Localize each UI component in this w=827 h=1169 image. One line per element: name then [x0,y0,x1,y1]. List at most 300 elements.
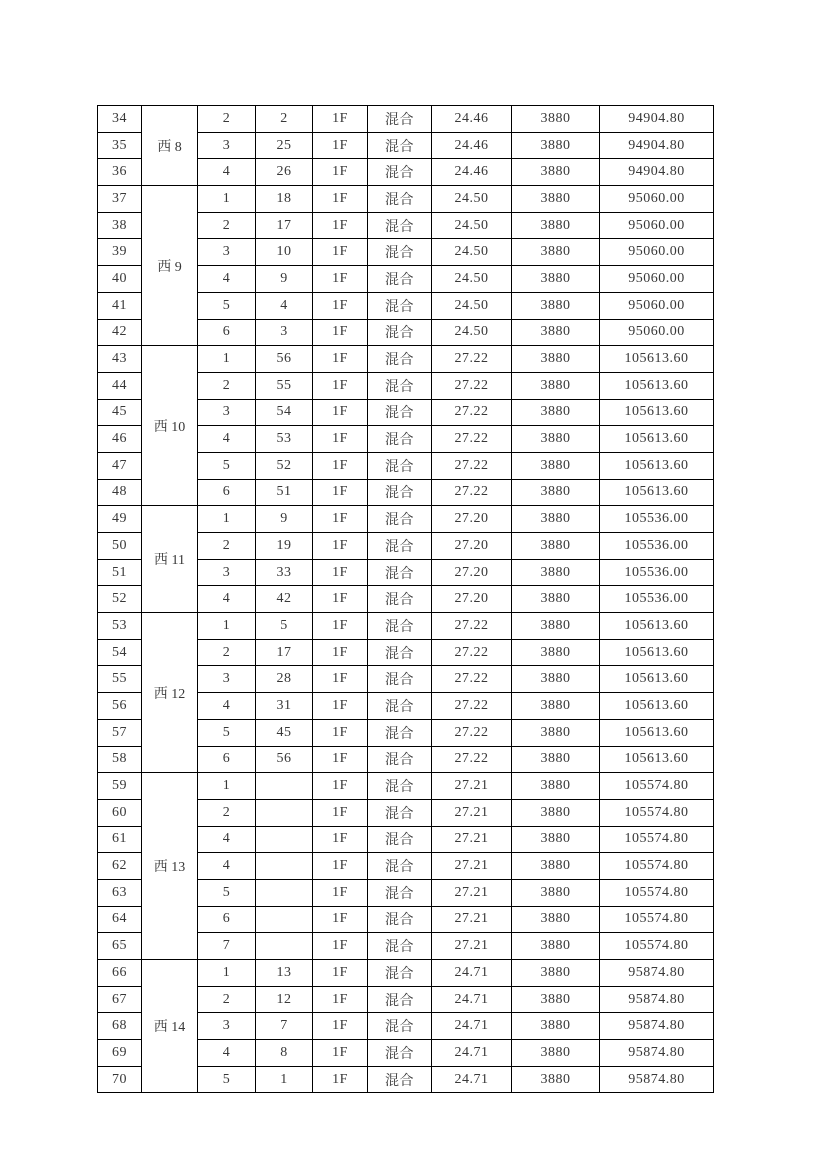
cell-unit-no [256,933,313,960]
cell-unit-price: 3880 [512,746,600,773]
cell-row-no: 36 [98,159,142,186]
cell-area: 27.21 [432,799,512,826]
cell-area: 27.21 [432,853,512,880]
cell-row-no: 57 [98,719,142,746]
cell-unit-price: 3880 [512,586,600,613]
cell-structure: 混合 [368,559,432,586]
cell-unit-price: 3880 [512,1066,600,1093]
cell-floor: 1F [313,613,368,640]
cell-area: 27.22 [432,399,512,426]
cell-unit-seq: 1 [198,613,256,640]
cell-structure: 混合 [368,986,432,1013]
cell-floor: 1F [313,960,368,987]
cell-unit-seq: 2 [198,212,256,239]
cell-floor: 1F [313,559,368,586]
cell-row-no: 41 [98,292,142,319]
cell-floor: 1F [313,933,368,960]
cell-row-no: 46 [98,426,142,453]
cell-area: 27.22 [432,479,512,506]
cell-area: 24.71 [432,1040,512,1067]
cell-structure: 混合 [368,1040,432,1067]
cell-area: 24.50 [432,319,512,346]
cell-unit-seq: 3 [198,399,256,426]
cell-total-price: 105536.00 [600,559,714,586]
cell-structure: 混合 [368,239,432,266]
cell-row-no: 67 [98,986,142,1013]
cell-floor: 1F [313,773,368,800]
cell-unit-price: 3880 [512,879,600,906]
cell-structure: 混合 [368,292,432,319]
cell-row-no: 38 [98,212,142,239]
cell-area: 24.50 [432,266,512,293]
cell-total-price: 105613.60 [600,666,714,693]
cell-row-no: 55 [98,666,142,693]
cell-unit-price: 3880 [512,719,600,746]
cell-unit-price: 3880 [512,1040,600,1067]
cell-structure: 混合 [368,479,432,506]
cell-total-price: 94904.80 [600,106,714,133]
cell-floor: 1F [313,479,368,506]
cell-row-no: 66 [98,960,142,987]
cell-area: 27.22 [432,613,512,640]
cell-unit-no: 28 [256,666,313,693]
cell-structure: 混合 [368,159,432,186]
cell-area: 27.22 [432,426,512,453]
cell-structure: 混合 [368,853,432,880]
cell-structure: 混合 [368,266,432,293]
cell-unit-no: 9 [256,266,313,293]
cell-area: 24.46 [432,106,512,133]
cell-total-price: 105613.60 [600,426,714,453]
cell-building-label: 西 11 [142,506,198,613]
cell-row-no: 51 [98,559,142,586]
cell-row-no: 42 [98,319,142,346]
cell-floor: 1F [313,212,368,239]
cell-unit-price: 3880 [512,399,600,426]
cell-area: 27.21 [432,879,512,906]
cell-area: 24.71 [432,1066,512,1093]
cell-row-no: 56 [98,693,142,720]
cell-unit-no: 45 [256,719,313,746]
cell-unit-no: 33 [256,559,313,586]
cell-unit-no: 17 [256,212,313,239]
cell-unit-seq: 4 [198,853,256,880]
cell-total-price: 95874.80 [600,1040,714,1067]
cell-unit-seq: 2 [198,106,256,133]
cell-unit-seq: 5 [198,452,256,479]
cell-total-price: 105613.60 [600,613,714,640]
cell-unit-seq: 3 [198,239,256,266]
cell-unit-seq: 3 [198,1013,256,1040]
cell-total-price: 105613.60 [600,399,714,426]
cell-unit-price: 3880 [512,372,600,399]
table-row [98,186,714,213]
cell-structure: 混合 [368,186,432,213]
cell-unit-price: 3880 [512,933,600,960]
cell-unit-no: 52 [256,452,313,479]
cell-unit-price: 3880 [512,346,600,373]
cell-unit-no: 9 [256,506,313,533]
cell-area: 24.50 [432,186,512,213]
cell-structure: 混合 [368,399,432,426]
cell-unit-price: 3880 [512,853,600,880]
table-row [98,506,714,533]
cell-unit-seq: 5 [198,879,256,906]
cell-floor: 1F [313,586,368,613]
cell-structure: 混合 [368,799,432,826]
cell-area: 27.21 [432,773,512,800]
cell-unit-no: 12 [256,986,313,1013]
cell-row-no: 70 [98,1066,142,1093]
cell-row-no: 59 [98,773,142,800]
cell-floor: 1F [313,1066,368,1093]
cell-unit-price: 3880 [512,666,600,693]
cell-row-no: 48 [98,479,142,506]
cell-row-no: 65 [98,933,142,960]
cell-floor: 1F [313,106,368,133]
cell-floor: 1F [313,906,368,933]
cell-floor: 1F [313,346,368,373]
cell-unit-seq: 4 [198,826,256,853]
cell-floor: 1F [313,159,368,186]
cell-unit-no: 10 [256,239,313,266]
cell-area: 27.22 [432,719,512,746]
cell-total-price: 95874.80 [600,960,714,987]
cell-floor: 1F [313,132,368,159]
cell-unit-no: 56 [256,346,313,373]
cell-unit-no [256,799,313,826]
cell-area: 27.20 [432,506,512,533]
cell-structure: 混合 [368,426,432,453]
cell-structure: 混合 [368,506,432,533]
cell-area: 27.22 [432,639,512,666]
table-row [98,346,714,373]
cell-unit-no: 7 [256,1013,313,1040]
cell-structure: 混合 [368,613,432,640]
cell-unit-no [256,826,313,853]
cell-unit-price: 3880 [512,1013,600,1040]
units-table [97,105,714,1093]
cell-total-price: 95874.80 [600,986,714,1013]
cell-row-no: 35 [98,132,142,159]
cell-row-no: 61 [98,826,142,853]
cell-building-label: 西 10 [142,346,198,506]
cell-row-no: 58 [98,746,142,773]
cell-unit-seq: 4 [198,1040,256,1067]
cell-total-price: 105613.60 [600,452,714,479]
cell-total-price: 95060.00 [600,319,714,346]
cell-unit-price: 3880 [512,639,600,666]
cell-structure: 混合 [368,346,432,373]
cell-unit-seq: 1 [198,773,256,800]
cell-unit-no: 13 [256,960,313,987]
cell-unit-price: 3880 [512,452,600,479]
cell-unit-price: 3880 [512,479,600,506]
cell-area: 27.22 [432,452,512,479]
cell-area: 24.50 [432,212,512,239]
cell-total-price: 105536.00 [600,586,714,613]
cell-structure: 混合 [368,879,432,906]
cell-structure: 混合 [368,746,432,773]
cell-floor: 1F [313,1013,368,1040]
cell-floor: 1F [313,506,368,533]
cell-area: 27.22 [432,372,512,399]
cell-row-no: 49 [98,506,142,533]
cell-area: 27.22 [432,346,512,373]
cell-unit-no: 8 [256,1040,313,1067]
cell-structure: 混合 [368,212,432,239]
cell-floor: 1F [313,693,368,720]
cell-floor: 1F [313,719,368,746]
cell-unit-no: 18 [256,186,313,213]
cell-floor: 1F [313,746,368,773]
cell-total-price: 105613.60 [600,346,714,373]
cell-unit-no [256,773,313,800]
cell-area: 27.21 [432,906,512,933]
cell-row-no: 37 [98,186,142,213]
cell-unit-seq: 7 [198,933,256,960]
cell-floor: 1F [313,799,368,826]
cell-unit-seq: 5 [198,719,256,746]
cell-area: 27.20 [432,533,512,560]
cell-area: 27.20 [432,559,512,586]
cell-unit-seq: 2 [198,639,256,666]
cell-row-no: 39 [98,239,142,266]
table-row [98,106,714,133]
cell-area: 24.46 [432,159,512,186]
cell-floor: 1F [313,452,368,479]
cell-unit-seq: 1 [198,960,256,987]
cell-unit-price: 3880 [512,212,600,239]
cell-unit-no: 53 [256,426,313,453]
cell-unit-seq: 6 [198,319,256,346]
cell-unit-no: 26 [256,159,313,186]
cell-total-price: 105574.80 [600,799,714,826]
cell-unit-price: 3880 [512,159,600,186]
cell-floor: 1F [313,266,368,293]
cell-total-price: 94904.80 [600,159,714,186]
cell-unit-price: 3880 [512,319,600,346]
cell-unit-seq: 1 [198,506,256,533]
cell-area: 24.71 [432,986,512,1013]
cell-total-price: 94904.80 [600,132,714,159]
cell-unit-no: 17 [256,639,313,666]
cell-area: 27.22 [432,693,512,720]
cell-area: 27.22 [432,746,512,773]
cell-row-no: 44 [98,372,142,399]
cell-unit-no: 31 [256,693,313,720]
cell-unit-seq: 2 [198,533,256,560]
cell-unit-no: 51 [256,479,313,506]
table-body [98,106,714,1093]
cell-unit-seq: 1 [198,186,256,213]
cell-total-price: 105574.80 [600,853,714,880]
cell-unit-no: 25 [256,132,313,159]
cell-building-label: 西 14 [142,960,198,1093]
cell-total-price: 105574.80 [600,879,714,906]
cell-floor: 1F [313,639,368,666]
cell-structure: 混合 [368,933,432,960]
cell-area: 27.22 [432,666,512,693]
cell-total-price: 105613.60 [600,372,714,399]
cell-unit-seq: 4 [198,586,256,613]
cell-floor: 1F [313,666,368,693]
cell-floor: 1F [313,319,368,346]
cell-unit-seq: 6 [198,479,256,506]
cell-structure: 混合 [368,1013,432,1040]
cell-unit-seq: 3 [198,132,256,159]
cell-unit-price: 3880 [512,292,600,319]
cell-total-price: 95874.80 [600,1013,714,1040]
cell-unit-seq: 2 [198,986,256,1013]
cell-structure: 混合 [368,719,432,746]
cell-structure: 混合 [368,132,432,159]
cell-structure: 混合 [368,319,432,346]
cell-row-no: 34 [98,106,142,133]
cell-floor: 1F [313,1040,368,1067]
cell-total-price: 105574.80 [600,906,714,933]
cell-total-price: 95060.00 [600,186,714,213]
table-row [98,773,714,800]
cell-unit-no: 56 [256,746,313,773]
cell-total-price: 105613.60 [600,479,714,506]
cell-row-no: 43 [98,346,142,373]
cell-unit-price: 3880 [512,506,600,533]
cell-structure: 混合 [368,906,432,933]
cell-floor: 1F [313,826,368,853]
cell-total-price: 105613.60 [600,719,714,746]
cell-unit-price: 3880 [512,773,600,800]
cell-unit-seq: 5 [198,1066,256,1093]
cell-row-no: 52 [98,586,142,613]
cell-unit-price: 3880 [512,132,600,159]
cell-total-price: 95874.80 [600,1066,714,1093]
cell-unit-price: 3880 [512,613,600,640]
cell-total-price: 105613.60 [600,693,714,720]
cell-row-no: 50 [98,533,142,560]
cell-unit-price: 3880 [512,906,600,933]
cell-floor: 1F [313,533,368,560]
cell-unit-seq: 6 [198,746,256,773]
cell-unit-seq: 4 [198,693,256,720]
cell-building-label: 西 9 [142,186,198,346]
cell-area: 24.71 [432,1013,512,1040]
cell-unit-price: 3880 [512,533,600,560]
cell-floor: 1F [313,986,368,1013]
cell-structure: 混合 [368,586,432,613]
cell-unit-no [256,879,313,906]
cell-unit-no: 2 [256,106,313,133]
cell-unit-no: 4 [256,292,313,319]
cell-row-no: 47 [98,452,142,479]
cell-row-no: 69 [98,1040,142,1067]
table-row [98,960,714,987]
cell-unit-price: 3880 [512,186,600,213]
cell-building-label: 西 13 [142,773,198,960]
cell-unit-seq: 3 [198,559,256,586]
cell-unit-seq: 2 [198,372,256,399]
cell-total-price: 95060.00 [600,239,714,266]
cell-area: 27.21 [432,933,512,960]
cell-unit-price: 3880 [512,106,600,133]
cell-unit-price: 3880 [512,693,600,720]
cell-total-price: 95060.00 [600,292,714,319]
cell-unit-no [256,853,313,880]
cell-unit-seq: 6 [198,906,256,933]
cell-unit-no: 1 [256,1066,313,1093]
cell-unit-no: 54 [256,399,313,426]
cell-structure: 混合 [368,106,432,133]
table-row [98,613,714,640]
cell-unit-seq: 5 [198,292,256,319]
cell-structure: 混合 [368,693,432,720]
cell-total-price: 105536.00 [600,506,714,533]
cell-structure: 混合 [368,773,432,800]
cell-row-no: 54 [98,639,142,666]
cell-unit-no: 55 [256,372,313,399]
cell-row-no: 63 [98,879,142,906]
cell-floor: 1F [313,372,368,399]
cell-structure: 混合 [368,533,432,560]
cell-unit-seq: 4 [198,266,256,293]
cell-floor: 1F [313,426,368,453]
cell-building-label: 西 12 [142,613,198,773]
cell-unit-price: 3880 [512,266,600,293]
cell-unit-no: 5 [256,613,313,640]
cell-total-price: 105574.80 [600,826,714,853]
cell-structure: 混合 [368,960,432,987]
cell-total-price: 105613.60 [600,639,714,666]
cell-row-no: 53 [98,613,142,640]
cell-floor: 1F [313,879,368,906]
cell-floor: 1F [313,239,368,266]
cell-total-price: 105613.60 [600,746,714,773]
cell-unit-price: 3880 [512,960,600,987]
cell-structure: 混合 [368,639,432,666]
cell-structure: 混合 [368,452,432,479]
cell-area: 24.46 [432,132,512,159]
cell-floor: 1F [313,399,368,426]
cell-total-price: 95060.00 [600,212,714,239]
cell-row-no: 40 [98,266,142,293]
cell-unit-price: 3880 [512,426,600,453]
cell-floor: 1F [313,853,368,880]
cell-unit-price: 3880 [512,986,600,1013]
cell-row-no: 64 [98,906,142,933]
cell-structure: 混合 [368,826,432,853]
cell-total-price: 95060.00 [600,266,714,293]
cell-unit-price: 3880 [512,239,600,266]
cell-unit-seq: 2 [198,799,256,826]
cell-total-price: 105574.80 [600,773,714,800]
cell-total-price: 105574.80 [600,933,714,960]
cell-area: 24.50 [432,239,512,266]
cell-unit-no: 19 [256,533,313,560]
cell-unit-seq: 4 [198,159,256,186]
cell-structure: 混合 [368,372,432,399]
cell-row-no: 60 [98,799,142,826]
cell-unit-seq: 3 [198,666,256,693]
cell-area: 24.50 [432,292,512,319]
cell-unit-price: 3880 [512,826,600,853]
cell-area: 27.20 [432,586,512,613]
cell-unit-no [256,906,313,933]
cell-floor: 1F [313,292,368,319]
cell-row-no: 45 [98,399,142,426]
cell-row-no: 62 [98,853,142,880]
cell-building-label: 西 8 [142,106,198,186]
cell-unit-price: 3880 [512,799,600,826]
